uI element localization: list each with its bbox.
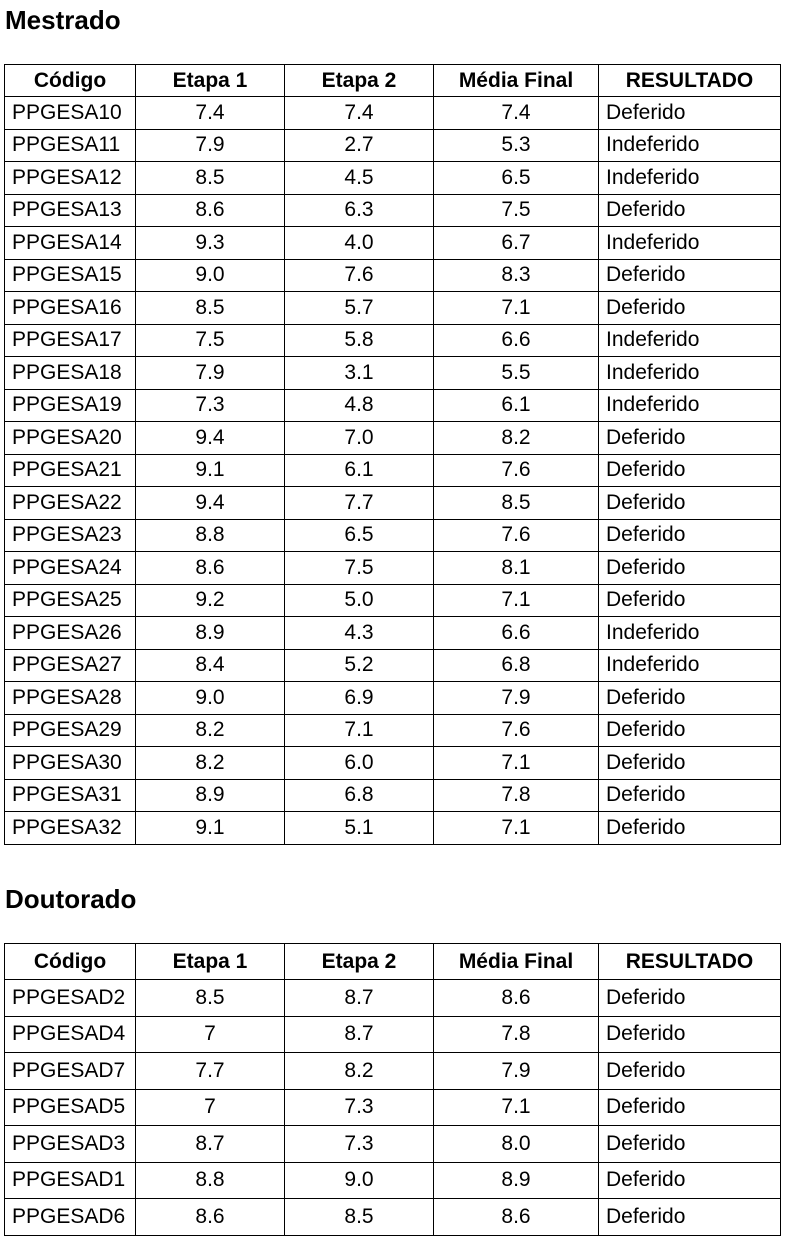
cell-codigo: PPGESA25 [5,584,136,617]
cell-resultado: Deferido [599,552,781,585]
cell-etapa-2: 6.1 [285,454,434,487]
cell-resultado: Deferido [599,682,781,715]
cell-codigo: PPGESA14 [5,227,136,260]
cell-etapa-2: 8.7 [285,1016,434,1053]
cell-codigo: PPGESA10 [5,97,136,130]
cell-media-final: 7.6 [434,714,599,747]
column-header-codigo: Código [5,65,136,97]
cell-etapa-2: 9.0 [285,1162,434,1199]
cell-etapa-1: 7.9 [136,129,285,162]
cell-etapa-2: 7.6 [285,259,434,292]
cell-etapa-2: 7.4 [285,97,434,130]
cell-etapa-1: 7.9 [136,357,285,390]
cell-resultado: Indeferido [599,227,781,260]
table-header-row [5,65,781,97]
cell-codigo: PPGESA11 [5,129,136,162]
column-header-etapa-1: Etapa 1 [136,65,285,97]
table-row [5,1016,781,1053]
cell-codigo: PPGESAD1 [5,1162,136,1199]
cell-etapa-2: 7.1 [285,714,434,747]
table-row [5,1126,781,1163]
cell-resultado: Indeferido [599,649,781,682]
cell-resultado: Indeferido [599,617,781,650]
cell-codigo: PPGESA32 [5,812,136,845]
table-header-row [5,944,781,980]
cell-etapa-1: 8.8 [136,519,285,552]
cell-media-final: 8.1 [434,552,599,585]
cell-etapa-1: 8.5 [136,292,285,325]
mestrado-title: Mestrado [5,5,121,35]
table-row [5,747,781,780]
cell-codigo: PPGESA17 [5,324,136,357]
cell-etapa-1: 8.4 [136,649,285,682]
cell-etapa-2: 7.3 [285,1126,434,1163]
cell-media-final: 7.9 [434,682,599,715]
cell-etapa-2: 6.9 [285,682,434,715]
table-row [5,97,781,130]
cell-codigo: PPGESA13 [5,194,136,227]
cell-etapa-1: 8.7 [136,1126,285,1163]
doutorado-title: Doutorado [5,884,137,914]
cell-etapa-1: 7.7 [136,1053,285,1090]
table-row [5,1199,781,1236]
cell-resultado: Deferido [599,292,781,325]
cell-resultado: Indeferido [599,162,781,195]
cell-codigo: PPGESA16 [5,292,136,325]
cell-etapa-2: 5.0 [285,584,434,617]
cell-codigo: PPGESAD3 [5,1126,136,1163]
cell-etapa-2: 8.5 [285,1199,434,1236]
table-row [5,129,781,162]
cell-etapa-2: 6.5 [285,519,434,552]
cell-resultado: Deferido [599,1126,781,1163]
cell-resultado: Deferido [599,812,781,845]
cell-codigo: PPGESA30 [5,747,136,780]
cell-etapa-2: 8.7 [285,980,434,1017]
cell-etapa-2: 5.2 [285,649,434,682]
cell-codigo: PPGESA12 [5,162,136,195]
cell-media-final: 6.8 [434,649,599,682]
cell-media-final: 8.9 [434,1162,599,1199]
cell-etapa-1: 9.1 [136,454,285,487]
cell-media-final: 7.6 [434,454,599,487]
cell-etapa-2: 5.8 [285,324,434,357]
cell-media-final: 6.6 [434,617,599,650]
table-row [5,980,781,1017]
cell-resultado: Deferido [599,747,781,780]
cell-media-final: 7.4 [434,97,599,130]
cell-etapa-2: 4.5 [285,162,434,195]
cell-media-final: 7.8 [434,1016,599,1053]
table-row [5,617,781,650]
table-row [5,487,781,520]
cell-media-final: 6.6 [434,324,599,357]
cell-resultado: Deferido [599,194,781,227]
cell-resultado: Deferido [599,454,781,487]
table-row [5,584,781,617]
cell-etapa-2: 7.0 [285,422,434,455]
cell-resultado: Deferido [599,259,781,292]
table-row [5,422,781,455]
table-row [5,682,781,715]
cell-resultado: Deferido [599,487,781,520]
cell-etapa-1: 8.2 [136,747,285,780]
cell-etapa-1: 9.1 [136,812,285,845]
cell-media-final: 5.5 [434,357,599,390]
cell-media-final: 7.1 [434,292,599,325]
table-row [5,1053,781,1090]
cell-media-final: 7.1 [434,1089,599,1126]
cell-resultado: Deferido [599,97,781,130]
column-header-etapa-1: Etapa 1 [136,944,285,980]
cell-etapa-2: 5.7 [285,292,434,325]
cell-codigo: PPGESA15 [5,259,136,292]
cell-media-final: 7.1 [434,812,599,845]
table-row [5,389,781,422]
cell-etapa-2: 4.8 [285,389,434,422]
cell-codigo: PPGESA22 [5,487,136,520]
cell-etapa-2: 4.0 [285,227,434,260]
cell-codigo: PPGESA27 [5,649,136,682]
cell-etapa-1: 8.5 [136,980,285,1017]
cell-etapa-2: 7.5 [285,552,434,585]
cell-etapa-2: 6.3 [285,194,434,227]
column-header-media-final: Média Final [434,944,599,980]
cell-etapa-1: 7.3 [136,389,285,422]
table-row [5,454,781,487]
cell-media-final: 8.0 [434,1126,599,1163]
cell-etapa-2: 6.8 [285,779,434,812]
cell-etapa-1: 7 [136,1089,285,1126]
cell-etapa-1: 9.4 [136,422,285,455]
cell-etapa-1: 8.2 [136,714,285,747]
table-row [5,812,781,845]
cell-etapa-1: 9.0 [136,259,285,292]
cell-etapa-2: 6.0 [285,747,434,780]
cell-resultado: Deferido [599,980,781,1017]
cell-etapa-2: 2.7 [285,129,434,162]
cell-media-final: 7.1 [434,584,599,617]
cell-media-final: 8.2 [434,422,599,455]
table-row [5,552,781,585]
cell-resultado: Indeferido [599,324,781,357]
cell-codigo: PPGESAD7 [5,1053,136,1090]
table-row [5,714,781,747]
column-header-etapa-2: Etapa 2 [285,65,434,97]
cell-media-final: 8.3 [434,259,599,292]
cell-media-final: 7.9 [434,1053,599,1090]
cell-etapa-1: 8.6 [136,194,285,227]
cell-codigo: PPGESAD6 [5,1199,136,1236]
cell-etapa-1: 9.0 [136,682,285,715]
cell-media-final: 7.6 [434,519,599,552]
cell-etapa-2: 7.7 [285,487,434,520]
cell-resultado: Indeferido [599,129,781,162]
table-row [5,162,781,195]
column-header-resultado: RESULTADO [599,65,781,97]
cell-media-final: 5.3 [434,129,599,162]
cell-resultado: Deferido [599,779,781,812]
cell-codigo: PPGESAD5 [5,1089,136,1126]
column-header-media-final: Média Final [434,65,599,97]
table-row [5,519,781,552]
table-row [5,357,781,390]
cell-media-final: 6.7 [434,227,599,260]
cell-codigo: PPGESA20 [5,422,136,455]
cell-etapa-1: 9.2 [136,584,285,617]
cell-resultado: Deferido [599,1016,781,1053]
cell-etapa-2: 4.3 [285,617,434,650]
table-row [5,1162,781,1199]
cell-etapa-1: 9.3 [136,227,285,260]
mestrado-table [4,64,781,845]
cell-etapa-1: 8.6 [136,1199,285,1236]
cell-etapa-1: 7 [136,1016,285,1053]
cell-resultado: Indeferido [599,357,781,390]
cell-media-final: 7.1 [434,747,599,780]
table-row [5,292,781,325]
table-row [5,259,781,292]
table-row [5,1089,781,1126]
cell-codigo: PPGESA21 [5,454,136,487]
cell-etapa-1: 9.4 [136,487,285,520]
cell-etapa-2: 7.3 [285,1089,434,1126]
cell-codigo: PPGESA23 [5,519,136,552]
cell-resultado: Deferido [599,1053,781,1090]
cell-resultado: Deferido [599,1089,781,1126]
cell-media-final: 7.5 [434,194,599,227]
column-header-resultado: RESULTADO [599,944,781,980]
cell-etapa-1: 8.9 [136,779,285,812]
table-row [5,779,781,812]
cell-resultado: Deferido [599,422,781,455]
cell-codigo: PPGESA28 [5,682,136,715]
cell-codigo: PPGESA24 [5,552,136,585]
cell-codigo: PPGESA19 [5,389,136,422]
cell-etapa-2: 8.2 [285,1053,434,1090]
cell-etapa-1: 7.4 [136,97,285,130]
cell-media-final: 6.5 [434,162,599,195]
cell-media-final: 7.8 [434,779,599,812]
cell-media-final: 8.6 [434,1199,599,1236]
column-header-codigo: Código [5,944,136,980]
cell-etapa-1: 8.6 [136,552,285,585]
cell-resultado: Deferido [599,519,781,552]
cell-codigo: PPGESA31 [5,779,136,812]
cell-etapa-1: 7.5 [136,324,285,357]
table-row [5,194,781,227]
cell-etapa-1: 8.5 [136,162,285,195]
cell-resultado: Deferido [599,584,781,617]
table-row [5,324,781,357]
cell-codigo: PPGESA29 [5,714,136,747]
table-row [5,227,781,260]
column-header-etapa-2: Etapa 2 [285,944,434,980]
doutorado-table [4,943,781,1236]
cell-etapa-1: 8.8 [136,1162,285,1199]
cell-media-final: 8.5 [434,487,599,520]
cell-media-final: 6.1 [434,389,599,422]
cell-codigo: PPGESA18 [5,357,136,390]
cell-etapa-2: 3.1 [285,357,434,390]
cell-codigo: PPGESAD4 [5,1016,136,1053]
cell-resultado: Deferido [599,1162,781,1199]
table-row [5,649,781,682]
cell-etapa-2: 5.1 [285,812,434,845]
cell-resultado: Deferido [599,714,781,747]
cell-resultado: Deferido [599,1199,781,1236]
cell-resultado: Indeferido [599,389,781,422]
cell-etapa-1: 8.9 [136,617,285,650]
cell-codigo: PPGESAD2 [5,980,136,1017]
cell-codigo: PPGESA26 [5,617,136,650]
cell-media-final: 8.6 [434,980,599,1017]
